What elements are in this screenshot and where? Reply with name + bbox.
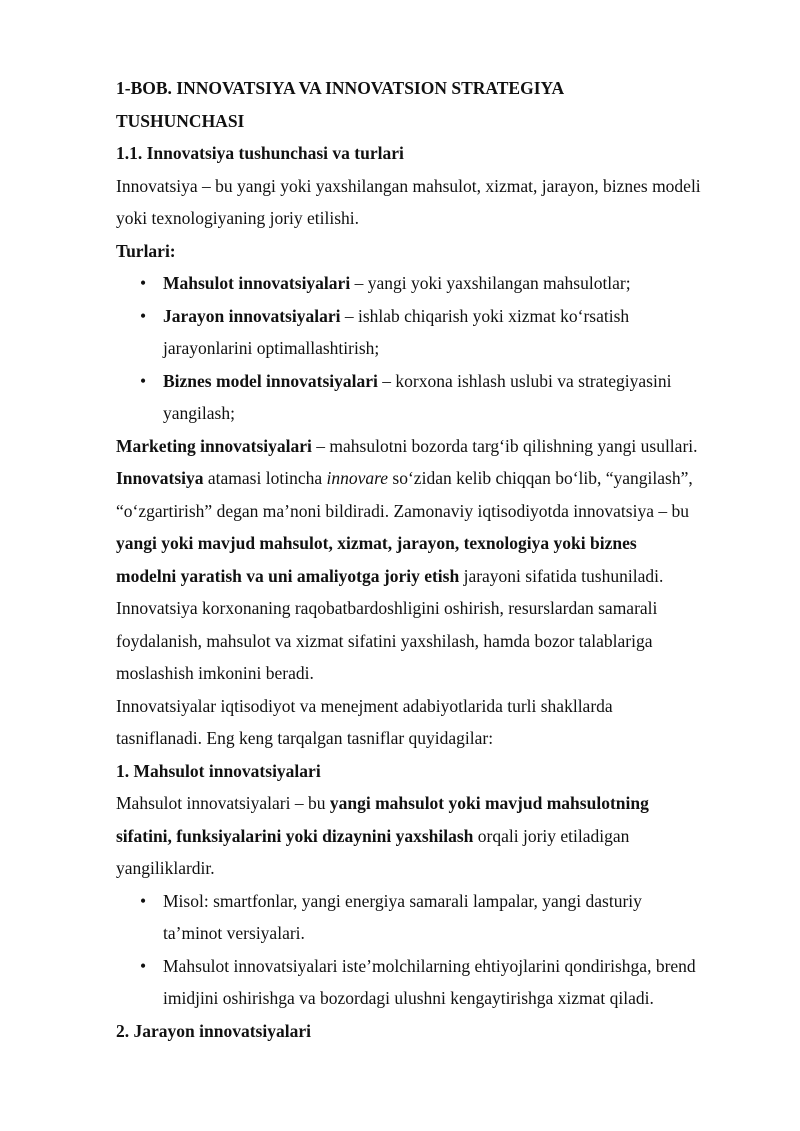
list-item-continuation: jarayonlarini optimallashtirish;	[163, 338, 380, 358]
types-heading: Turlari:	[116, 240, 176, 261]
bullet-icon: •	[140, 955, 147, 976]
marketing-line	[116, 430, 756, 463]
etymology-line-5: Innovatsiya korxonaning raqobatbardoshligini oshirish, resurslardan samarali	[116, 598, 658, 618]
etymology-line-6: foydalanish, mahsulot va xizmat sifatini yaxshilash, hamda bozor talablariga	[116, 630, 653, 651]
etymology-line-7: moslashish imkonini beradi.	[116, 663, 314, 683]
list-item-text: – yangi yoki yaxshilangan mahsulotlar;	[350, 273, 631, 293]
list-item-continuation: yangilash;	[163, 403, 235, 423]
product-line-1-text: Mahsulot innovatsiyalari – bu	[116, 793, 330, 813]
list-item-text: – ishlab chiqarish yoki xizmat ko‘rsatish	[340, 305, 630, 326]
list-item	[116, 300, 756, 333]
product-line-1	[116, 787, 756, 820]
list-item	[116, 885, 756, 918]
etymology-line-1	[116, 462, 756, 495]
bullet-icon: •	[140, 305, 147, 326]
marketing-term: Marketing innovatsiyalari	[116, 435, 312, 456]
product-line-2	[116, 820, 756, 853]
classification-line-1: Innovatsiyalar iqtisodiyot va menejment adabiyotlarida turli shakllarda	[116, 695, 613, 716]
bullet-icon: •	[140, 890, 147, 911]
product-line-2-text: orqali joriy etiladigan	[473, 825, 630, 846]
list-item-term: Biznes model innovatsiyalari	[163, 370, 378, 391]
definition-line-2: yoki texnologiyaning joriy etilishi.	[116, 208, 360, 228]
subsection-heading-1: 1. Mahsulot innovatsiyalari	[116, 760, 321, 781]
subsection-heading-2: 2. Jarayon innovatsiyalari	[116, 1020, 311, 1041]
page-content	[116, 72, 756, 1047]
list-item	[116, 950, 756, 983]
chapter-title-line-2: TUSHUNCHASI	[116, 110, 245, 131]
etymology-line-2: “o‘zgartirish” degan ma’noni bildiradi. Zamonaviy iqtisodiyotda innovatsiya – bu	[116, 500, 689, 521]
list-item-continuation: imidjini oshirishga va bozordagi ulushni kengaytirishga xizmat qiladi.	[163, 988, 654, 1008]
bullet-icon: •	[140, 273, 147, 293]
etymology-line-4	[116, 560, 756, 593]
list-item	[116, 267, 756, 300]
latin-word: innovare	[326, 468, 389, 488]
list-item-text: Misol: smartfonlar, yangi energiya samarali lampalar, yangi dasturiy	[163, 890, 642, 911]
chapter-title-line-1: 1-BOB. INNOVATSIYA VA INNOVATSION STRATEGIYA	[116, 78, 565, 98]
classification-line-2: tasniflanadi. Eng keng tarqalgan tasniflar quyidagilar:	[116, 728, 494, 748]
product-line-3: yangiliklardir.	[116, 858, 215, 878]
product-line-2-emphasis: sifatini, funksiyalarini yoki dizaynini yaxshilash	[116, 825, 474, 846]
etymology-term: Innovatsiya	[116, 468, 204, 488]
etymology-line-3: yangi yoki mavjud mahsulot, xizmat, jarayon, texnologiya yoki biznes	[116, 533, 637, 553]
definition-line-1: Innovatsiya – bu yangi yoki yaxshilangan mahsulot, xizmat, jarayon, biznes modeli	[116, 175, 701, 196]
list-item-text: – korxona ishlash uslubi va strategiyasini	[377, 370, 672, 391]
product-line-1-emphasis: yangi mahsulot yoki mavjud mahsulotning	[329, 793, 649, 813]
etymology-text-b: so‘zidan kelib chiqqan bo‘lib, “yangilash”,	[388, 468, 693, 488]
list-item-continuation: ta’minot versiyalari.	[163, 923, 305, 943]
etymology-line-4-text: jarayoni sifatida tushuniladi.	[459, 565, 664, 586]
marketing-text: – mahsulotni bozorda targ‘ib qilishning yangi usullari.	[311, 435, 698, 456]
list-item-term: Mahsulot innovatsiyalari	[163, 273, 351, 293]
etymology-text-a: atamasi lotincha	[203, 468, 327, 488]
list-item-text: Mahsulot innovatsiyalari iste’molchilarning ehtiyojlarini qondirishga, brend	[163, 955, 696, 976]
list-item-term: Jarayon innovatsiyalari	[163, 305, 341, 326]
bullet-icon: •	[140, 370, 147, 391]
section-heading: 1.1. Innovatsiya tushunchasi va turlari	[116, 143, 404, 163]
list-item	[116, 365, 756, 398]
etymology-emphasis: modelni yaratish va uni amaliyotga joriy etish	[116, 565, 460, 586]
